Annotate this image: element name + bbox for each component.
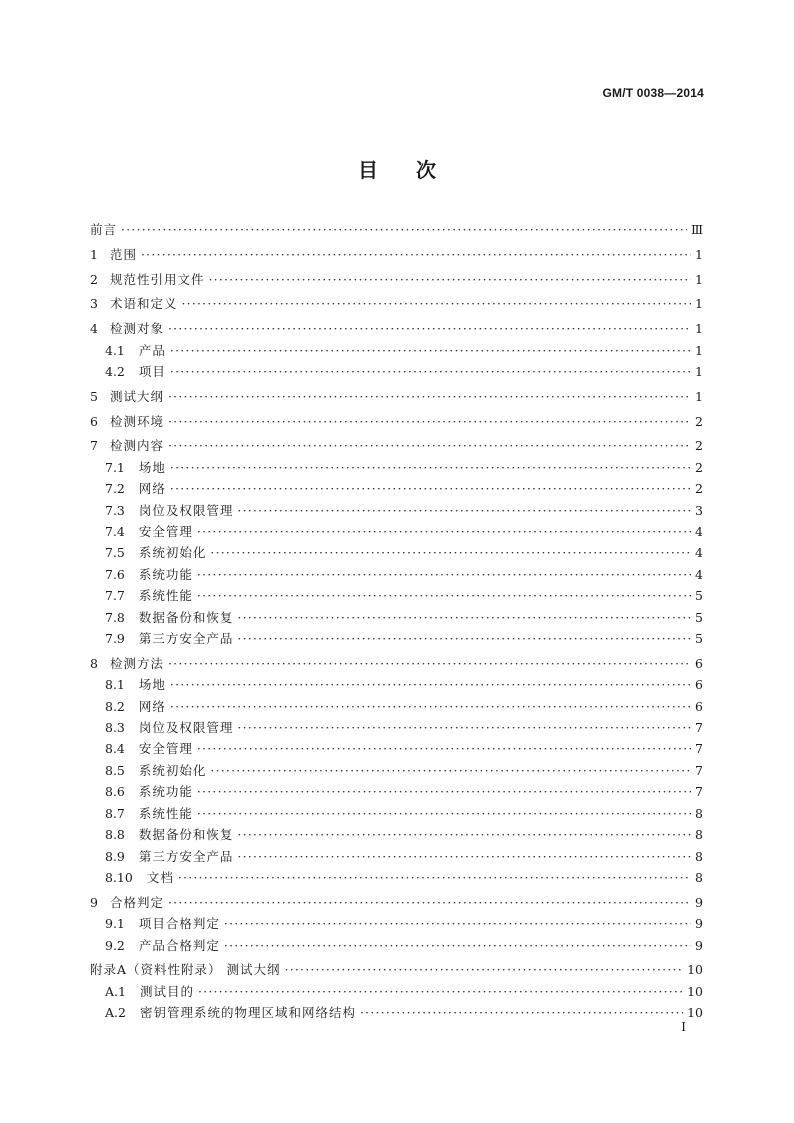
toc-entry[interactable] <box>90 318 703 339</box>
toc-entry[interactable] <box>90 803 703 824</box>
toc-entry[interactable] <box>90 981 703 1002</box>
toc-leader-dots <box>208 269 691 290</box>
toc-entry-label: 测试大纲 <box>109 388 164 404</box>
toc-leader-dots <box>210 760 691 781</box>
toc-entry-label: 规范性引用文件 <box>109 271 205 287</box>
toc-leader-dots <box>168 411 691 432</box>
toc-leader-dots <box>168 435 691 456</box>
toc-entry[interactable] <box>90 738 703 759</box>
toc-leader-dots <box>224 935 691 956</box>
toc-entry-page: 1 <box>695 321 703 337</box>
toc-entry-label: 系统初始化 <box>138 545 207 561</box>
toc-entry[interactable] <box>90 269 703 290</box>
toc-entry-number: 1 <box>90 246 98 262</box>
toc-entry-page: 1 <box>695 364 703 379</box>
toc-leader-dots <box>197 738 691 759</box>
toc-entry-number: A.2 <box>105 1005 126 1021</box>
toc-leader-dots <box>197 585 691 606</box>
toc-entry-page: Ⅲ <box>690 222 703 237</box>
toc-entry[interactable] <box>90 219 703 240</box>
toc-entry-label: 项目合格判定 <box>138 916 220 932</box>
table-of-contents <box>90 219 703 1024</box>
toc-entry-label: 合格判定 <box>109 894 164 910</box>
toc-entry-number: 8.3 <box>105 720 125 736</box>
toc-entry-number: 7.1 <box>105 459 125 475</box>
toc-entry-label: 数据备份和恢复 <box>138 827 234 843</box>
toc-entry-page: 6 <box>695 677 703 693</box>
toc-entry[interactable] <box>90 846 703 867</box>
toc-entry-label: 测试目的 <box>139 983 194 999</box>
toc-entry-page: 3 <box>695 502 703 518</box>
toc-entry-page: 5 <box>695 631 703 647</box>
toc-entry[interactable] <box>90 411 703 432</box>
toc-entry-page: 2 <box>695 459 703 475</box>
toc-leader-dots <box>178 867 691 888</box>
toc-entry[interactable] <box>90 760 703 781</box>
toc-entry-number: 6 <box>90 413 98 429</box>
toc-entry-label: 场地 <box>138 677 166 693</box>
toc-entry[interactable] <box>90 607 703 628</box>
toc-leader-dots <box>198 981 683 1002</box>
toc-entry-label: 产品合格判定 <box>138 937 220 953</box>
toc-entry-label: 岗位及权限管理 <box>138 720 234 736</box>
toc-leader-dots <box>224 913 691 934</box>
page-title: 目次 <box>358 158 474 182</box>
toc-leader-dots <box>170 674 691 695</box>
toc-entry-label: 检测方法 <box>109 655 164 671</box>
toc-entry-number: 9.2 <box>105 937 125 953</box>
toc-entry-page: 4 <box>695 524 703 540</box>
toc-entry-label: 术语和定义 <box>109 296 178 312</box>
toc-entry[interactable] <box>90 521 703 542</box>
toc-entry[interactable] <box>90 696 703 717</box>
toc-entry[interactable] <box>90 824 703 845</box>
toc-entry-label: 第三方安全产品 <box>138 848 234 864</box>
toc-entry-page: 8 <box>695 827 703 843</box>
toc-leader-dots <box>170 340 691 361</box>
toc-leader-dots <box>360 1002 683 1023</box>
toc-entry[interactable] <box>90 435 703 456</box>
toc-entry-number: 4.2 <box>105 364 125 379</box>
toc-entry-number: 4 <box>90 321 98 337</box>
toc-entry[interactable] <box>90 542 703 563</box>
toc-entry-number: 7.9 <box>105 631 125 647</box>
toc-entry-number: 8.7 <box>105 805 125 821</box>
toc-entry-number: 8.9 <box>105 848 125 864</box>
toc-leader-dots <box>170 478 691 499</box>
toc-leader-dots <box>168 653 691 674</box>
toc-entry-label: 文档 <box>146 869 174 885</box>
toc-entry[interactable] <box>90 585 703 606</box>
toc-leader-dots <box>197 564 691 585</box>
toc-entry-label: 系统功能 <box>138 784 193 800</box>
toc-entry[interactable] <box>90 674 703 695</box>
toc-entry-number: 7.6 <box>105 566 125 582</box>
toc-entry[interactable] <box>90 478 703 499</box>
toc-entry-number: 5 <box>90 388 98 404</box>
toc-leader-dots <box>121 219 687 240</box>
toc-entry-number: 3 <box>90 296 98 312</box>
toc-entry-label: 前言 <box>90 222 118 237</box>
toc-entry[interactable] <box>90 340 703 361</box>
toc-entry-page: 2 <box>695 413 703 429</box>
toc-entry[interactable] <box>90 244 703 265</box>
toc-entry[interactable] <box>90 386 703 407</box>
toc-entry-page: 1 <box>695 342 703 358</box>
toc-entry-number: 8.2 <box>105 698 125 714</box>
toc-entry-number: 9.1 <box>105 916 125 932</box>
toc-entry-label: 场地 <box>138 459 166 475</box>
toc-leader-dots <box>141 244 691 265</box>
toc-entry-page: 8 <box>695 869 703 885</box>
toc-entry[interactable] <box>90 457 703 478</box>
toc-leader-dots <box>237 824 691 845</box>
toc-entry-page: 7 <box>695 784 703 800</box>
toc-leader-dots <box>197 803 691 824</box>
toc-leader-dots <box>237 846 691 867</box>
toc-entry-number: 8.8 <box>105 827 125 843</box>
toc-leader-dots <box>285 959 684 980</box>
toc-entry[interactable] <box>90 913 703 934</box>
toc-entry-number: 7 <box>90 438 98 454</box>
toc-entry-label: 安全管理 <box>138 741 193 757</box>
toc-entry-page: 5 <box>695 588 703 604</box>
toc-entry-label: 产品 <box>138 342 166 358</box>
toc-entry[interactable] <box>90 628 703 649</box>
toc-entry-page: 1 <box>695 246 703 262</box>
toc-entry-number: 7.7 <box>105 588 125 604</box>
toc-entry-label: 岗位及权限管理 <box>138 502 234 518</box>
toc-entry-label: 范围 <box>109 246 137 262</box>
toc-leader-dots <box>237 717 691 738</box>
toc-leader-dots <box>168 892 691 913</box>
toc-entry-label: 系统性能 <box>138 588 193 604</box>
toc-entry-page: 7 <box>695 741 703 757</box>
toc-entry-number: 8 <box>90 655 98 671</box>
toc-entry-page: 4 <box>695 566 703 582</box>
toc-entry-number: 7.2 <box>105 481 125 497</box>
toc-entry-page: 8 <box>695 805 703 821</box>
toc-entry-page: 1 <box>695 271 703 287</box>
toc-entry-label: 项目 <box>138 364 166 379</box>
toc-entry-label: 网络 <box>138 698 166 714</box>
toc-entry[interactable] <box>90 717 703 738</box>
toc-entry-label: 检测内容 <box>109 438 164 454</box>
toc-entry-number: 9 <box>90 894 98 910</box>
toc-entry-page: 9 <box>695 916 703 932</box>
toc-entry-label: 第三方安全产品 <box>138 631 234 647</box>
toc-entry[interactable] <box>90 500 703 521</box>
toc-entry-label: 安全管理 <box>138 524 193 540</box>
toc-entry-page: 2 <box>695 481 703 497</box>
toc-entry-page: 9 <box>695 894 703 910</box>
toc-entry[interactable] <box>90 959 703 980</box>
toc-entry-label: 检测环境 <box>109 413 164 429</box>
toc-entry[interactable] <box>90 293 703 314</box>
toc-entry-page: 4 <box>695 545 703 561</box>
toc-entry[interactable] <box>90 892 703 913</box>
toc-entry-number: 7.8 <box>105 609 125 625</box>
toc-entry-number: 7.4 <box>105 524 125 540</box>
toc-entry[interactable] <box>90 781 703 802</box>
toc-entry-number: 7.5 <box>105 545 125 561</box>
toc-entry[interactable] <box>90 564 703 585</box>
toc-entry[interactable] <box>90 935 703 956</box>
toc-leader-dots <box>170 457 691 478</box>
toc-entry-page: 1 <box>695 388 703 404</box>
toc-leader-dots <box>170 696 691 717</box>
toc-entry-page: 7 <box>695 720 703 736</box>
toc-leader-dots <box>181 293 691 314</box>
toc-leader-dots <box>197 521 691 542</box>
toc-entry[interactable] <box>90 361 703 382</box>
toc-entry-number: 4.1 <box>105 342 125 358</box>
toc-entry-page: 5 <box>695 609 703 625</box>
toc-entry-number: 8.4 <box>105 741 125 757</box>
toc-entry-number: 7.3 <box>105 502 125 518</box>
toc-entry-number: 8.6 <box>105 784 125 800</box>
document-code: GM/T 0038—2014 <box>602 86 704 100</box>
toc-entry-number: 8.10 <box>105 869 133 885</box>
toc-leader-dots <box>237 500 691 521</box>
toc-entry-page: 8 <box>695 848 703 864</box>
toc-entry-number: 8.5 <box>105 762 125 778</box>
toc-entry-label: 系统功能 <box>138 566 193 582</box>
toc-entry-page: 6 <box>695 655 703 671</box>
toc-leader-dots <box>197 781 691 802</box>
toc-leader-dots <box>168 318 691 339</box>
toc-entry[interactable] <box>90 653 703 674</box>
toc-entry-page: 6 <box>695 698 703 714</box>
toc-entry-page: 9 <box>695 937 703 953</box>
toc-entry[interactable] <box>90 867 703 888</box>
toc-entry-label: 系统初始化 <box>138 762 207 778</box>
toc-entry[interactable] <box>90 1002 703 1023</box>
toc-entry-label: 网络 <box>138 481 166 497</box>
toc-entry-label: 密钥管理系统的物理区域和网络结构 <box>139 1005 356 1021</box>
toc-entry-label: 数据备份和恢复 <box>138 609 234 625</box>
toc-leader-dots <box>237 628 691 649</box>
toc-leader-dots <box>237 607 691 628</box>
toc-entry-page: 2 <box>695 438 703 454</box>
toc-entry-label: 检测对象 <box>109 321 164 337</box>
toc-entry-page: 1 <box>695 296 703 312</box>
toc-entry-page: 10 <box>687 962 703 978</box>
toc-entry-number: A.1 <box>105 983 126 999</box>
toc-entry-page: 10 <box>687 983 703 999</box>
toc-entry-page: 10 <box>687 1005 703 1021</box>
toc-entry-page: 7 <box>695 762 703 778</box>
toc-leader-dots <box>170 361 691 382</box>
toc-leader-dots <box>210 542 691 563</box>
footer-page-number: I <box>681 1020 686 1034</box>
toc-entry-label: 系统性能 <box>138 805 193 821</box>
toc-leader-dots <box>168 386 691 407</box>
toc-entry-label: 附录A（资料性附录） 测试大纲 <box>90 962 281 978</box>
toc-entry-number: 8.1 <box>105 677 125 693</box>
toc-entry-number: 2 <box>90 271 98 287</box>
